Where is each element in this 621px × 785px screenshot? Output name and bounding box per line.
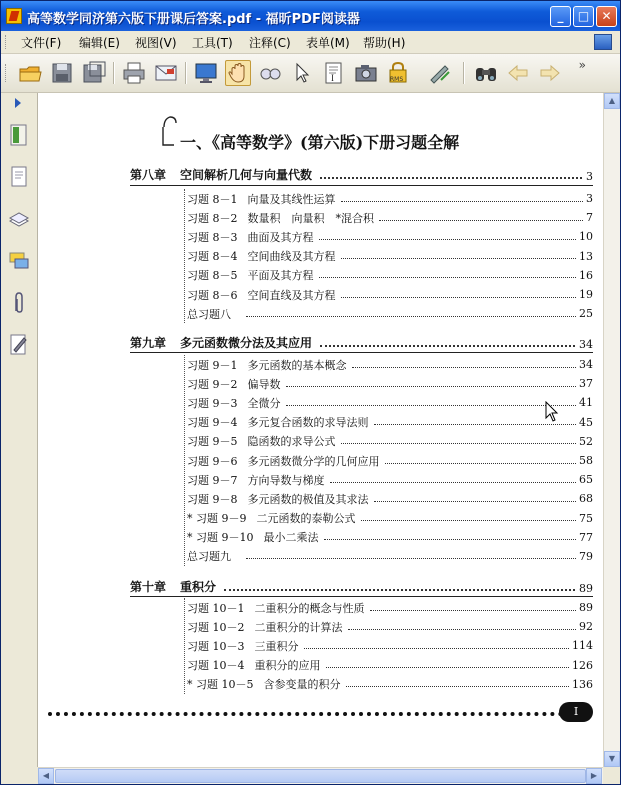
entry-label: 习题 10－3 [187,639,245,653]
leader-dots [246,311,576,317]
close-button[interactable]: ✕ [596,6,617,27]
toc-entry[interactable] [185,675,593,694]
entry-label: 习题 9－1 [187,358,238,372]
entry-title: 多元函数微分学的几何应用 [247,454,380,468]
maximize-button[interactable]: □ [573,6,594,27]
entry-label: 习题 8－4 [187,250,238,264]
entry-title: 平面及其方程 [247,269,314,283]
entry-page: 13 [579,249,593,263]
toc-entry[interactable] [185,547,593,566]
entry-page: 58 [579,454,593,468]
entry-label: 习题 10－1 [187,601,245,615]
prev-view-icon[interactable] [505,60,531,86]
print-icon[interactable] [121,60,147,86]
text-select-icon[interactable] [321,60,347,86]
toolbar-separator [113,62,115,84]
page-number-badge: I [559,702,593,722]
toc-entry[interactable] [185,528,593,547]
entry-title: 重积分的应用 [254,659,321,673]
toc-entry[interactable] [185,413,593,432]
menu-forms[interactable]: 表单(M) [306,36,350,50]
select-arrow-icon[interactable] [289,60,315,86]
chapter-entries [184,189,593,323]
entry-title: 含参变量的积分 [263,678,341,692]
toc-entry[interactable] [185,598,593,617]
foxit-logo-icon[interactable] [594,34,612,50]
entry-label: 习题 9－2 [187,377,238,391]
pages-thumbnail-icon[interactable] [8,165,30,189]
chapter-label: 第八章 [130,168,167,182]
chapter-page: 3 [586,170,593,183]
chapter-heading[interactable] [130,165,593,183]
menu-tools[interactable]: 工具(T) [192,36,233,50]
menu-edit[interactable]: 编辑(E) [79,36,120,50]
entry-label: 习题 9－5 [187,435,238,449]
horizontal-scroll-thumb[interactable] [55,769,586,783]
chapter-rule [130,596,593,597]
sign-icon[interactable] [427,60,453,86]
foxit-app-icon[interactable] [6,8,22,24]
chapter-title: 重积分 [180,580,217,594]
minimize-button[interactable]: _ [550,6,571,27]
toolbar-grip[interactable] [5,64,9,82]
entry-page: 34 [579,358,593,372]
entry-title: 多元函数的基本概念 [247,358,347,372]
leader-dots [330,477,577,483]
horizontal-scrollbar[interactable] [38,767,603,784]
entry-label: 习题 9－7 [187,473,238,487]
chapter-rule [130,352,593,353]
leader-dots [286,400,577,406]
vertical-scrollbar[interactable] [603,93,620,767]
leader-dots [319,272,577,278]
email-icon[interactable] [153,60,179,86]
toc-entry[interactable] [185,509,593,528]
rms-lock-icon[interactable] [385,60,411,86]
entry-title: 曲面及其方程 [247,230,314,244]
menu-view[interactable]: 视图(V) [135,36,177,50]
expand-panel-arrow-icon[interactable] [15,98,21,108]
chapter-heading[interactable] [130,577,593,595]
chapter-title: 多元函数微分法及其应用 [180,336,313,350]
scroll-corner [603,767,620,784]
svg-text:I: I [331,73,334,83]
leader-dots [385,458,577,464]
entry-label: 习题 10－2 [187,620,245,634]
toc-heading [180,130,459,153]
entry-title: 向量及其线性运算 [247,192,336,206]
bookmarks-icon[interactable] [8,123,30,147]
toolbar [1,54,620,93]
toc-entry[interactable] [185,189,593,208]
scroll-up-button[interactable]: ▲ [604,93,620,109]
entry-page: 126 [572,658,593,672]
leader-dots [319,234,577,240]
scroll-left-button[interactable]: ◀ [38,768,54,784]
toc-heading-prefix: 一、 [180,133,213,152]
chapter-title: 空间解析几何与向量代数 [180,168,313,182]
save-as-icon[interactable] [81,60,107,86]
entry-title: 多元复合函数的求导法则 [247,416,369,430]
leader-dots [320,344,575,347]
toc-entry[interactable] [185,617,593,636]
toc-entry[interactable] [185,374,593,393]
left-panel-bar [1,93,38,767]
chapter-page: 34 [579,338,593,351]
page-footer-dots [48,710,563,716]
entry-page: 16 [579,268,593,282]
entry-page: 41 [579,396,593,410]
entry-label: 习题 8－5 [187,269,238,283]
entry-title: 二元函数的泰勒公式 [256,512,356,526]
fullscreen-icon[interactable] [193,60,219,86]
entry-title: 空间直线及其方程 [247,288,336,302]
leader-dots [324,534,577,540]
entry-title: 隐函数的求导公式 [247,435,336,449]
entry-title: 多元函数的极值及其求法 [247,492,369,506]
entry-page: 65 [579,473,593,487]
chapter-label: 第九章 [130,336,167,350]
entry-label: * 习题 9－9 [187,512,247,526]
open-icon[interactable] [17,60,43,86]
menu-comments[interactable]: 注释(C) [249,36,291,50]
entry-page: 114 [572,639,593,653]
entry-label: 习题 9－3 [187,396,238,410]
entry-label: 习题 8－2 [187,211,238,225]
toc-entry[interactable] [185,247,593,266]
toc-heading-text: 《高等数学》(第六版)下册习题全解 [212,133,460,152]
mouse-cursor-icon [545,401,559,423]
entry-label: 习题 8－1 [187,192,238,206]
hand-tool-icon[interactable] [225,60,251,86]
scroll-down-button[interactable]: ▼ [604,751,620,767]
attachments-icon[interactable] [8,291,30,315]
leader-dots [348,624,577,630]
entry-label: * 习题 9－10 [187,531,254,545]
entry-title: 二重积分的计算法 [254,620,343,634]
toc-entry[interactable] [185,355,593,374]
entry-page: 19 [579,288,593,302]
leader-dots [370,605,577,611]
leader-dots [246,553,576,559]
entry-page: 75 [579,511,593,525]
title-bar[interactable] [1,1,620,31]
entry-page: 136 [572,677,593,691]
toc-entry[interactable] [185,266,593,285]
entry-label: * 习题 10－5 [187,678,254,692]
comments-icon[interactable] [8,249,30,273]
layers-icon[interactable] [8,207,30,231]
leader-dots [352,362,577,368]
entry-page: 45 [579,415,593,429]
entry-label: 习题 8－3 [187,230,238,244]
entry-title: 偏导数 [247,377,281,391]
signatures-icon[interactable] [8,333,30,357]
save-icon[interactable] [49,60,75,86]
menu-file[interactable]: 文件(F) [21,36,62,50]
find-icon[interactable] [473,60,499,86]
toolbar-separator [185,62,187,84]
toc-entry[interactable] [185,636,593,655]
entry-page: 92 [579,620,593,634]
entry-label: 习题 9－4 [187,416,238,430]
toc-entry[interactable] [185,451,593,470]
toolbar-separator [463,62,465,84]
leader-dots [341,292,577,298]
toc-entry[interactable] [185,432,593,451]
toc-entry[interactable] [185,227,593,246]
chapter-entries [184,598,593,694]
chapter-rule [130,185,593,186]
entry-page: 10 [579,230,593,244]
entry-title: 空间曲线及其方程 [247,250,336,264]
entry-label: 总习题九 [187,550,231,564]
toc-entry[interactable] [185,393,593,412]
entry-label: 总习题八 [187,307,231,321]
entry-title: 全微分 [247,396,281,410]
entry-page: 77 [579,530,593,544]
chapter-page: 89 [579,582,593,595]
entry-label: 习题 10－4 [187,659,245,673]
entry-page: 68 [579,492,593,506]
next-view-icon[interactable] [537,60,563,86]
svg-text:RMS: RMS [390,76,404,83]
camera-icon[interactable] [353,60,379,86]
toc-entry[interactable] [185,489,593,508]
chapter-label: 第十章 [130,580,167,594]
toolbar-overflow-chevron[interactable]: » [578,58,586,72]
leader-dots [326,662,570,668]
entry-page: 25 [579,307,593,321]
chapter-entries [184,355,593,566]
snapshot-loupe-icon[interactable] [257,60,283,86]
entry-page: 52 [579,434,593,448]
toc-entry[interactable] [185,304,593,323]
entry-title: 二重积分的概念与性质 [254,601,365,615]
entry-page: 89 [579,601,593,615]
entry-label: 习题 9－8 [187,492,238,506]
leader-dots [379,215,583,221]
leader-dots [304,643,570,649]
chapter-heading[interactable] [130,333,593,351]
menu-help[interactable]: 帮助(H) [363,36,406,50]
leader-dots [286,381,577,387]
entry-title: 最小二乘法 [263,531,319,545]
entry-label: 习题 8－6 [187,288,238,302]
entry-label: 习题 9－6 [187,454,238,468]
entry-title: 三重积分 [254,639,299,653]
entry-title: 数量积 向量积 *混合积 [247,211,374,225]
toc-entry[interactable] [185,208,593,227]
window-title: 高等数学同济第六版下册课后答案.pdf - 福昕PDF阅读器 [27,12,360,27]
leader-dots [346,681,570,687]
toc-entry[interactable] [185,470,593,489]
entry-title: 方向导数与梯度 [247,473,325,487]
leader-dots [374,496,577,502]
menu-grip[interactable] [5,35,9,49]
leader-dots [224,588,575,591]
leader-dots [341,438,577,444]
menu-bar [1,31,620,54]
entry-page: 3 [586,192,593,206]
scroll-right-button[interactable]: ▶ [586,768,602,784]
leader-dots [341,196,584,202]
leader-dots [361,515,577,521]
entry-page: 7 [586,211,593,225]
entry-page: 37 [579,377,593,391]
document-view[interactable] [38,93,603,767]
toc-entry[interactable] [185,285,593,304]
leader-dots [341,253,577,259]
entry-page: 79 [579,549,593,563]
toc-entry[interactable] [185,656,593,675]
leader-dots [320,176,582,179]
